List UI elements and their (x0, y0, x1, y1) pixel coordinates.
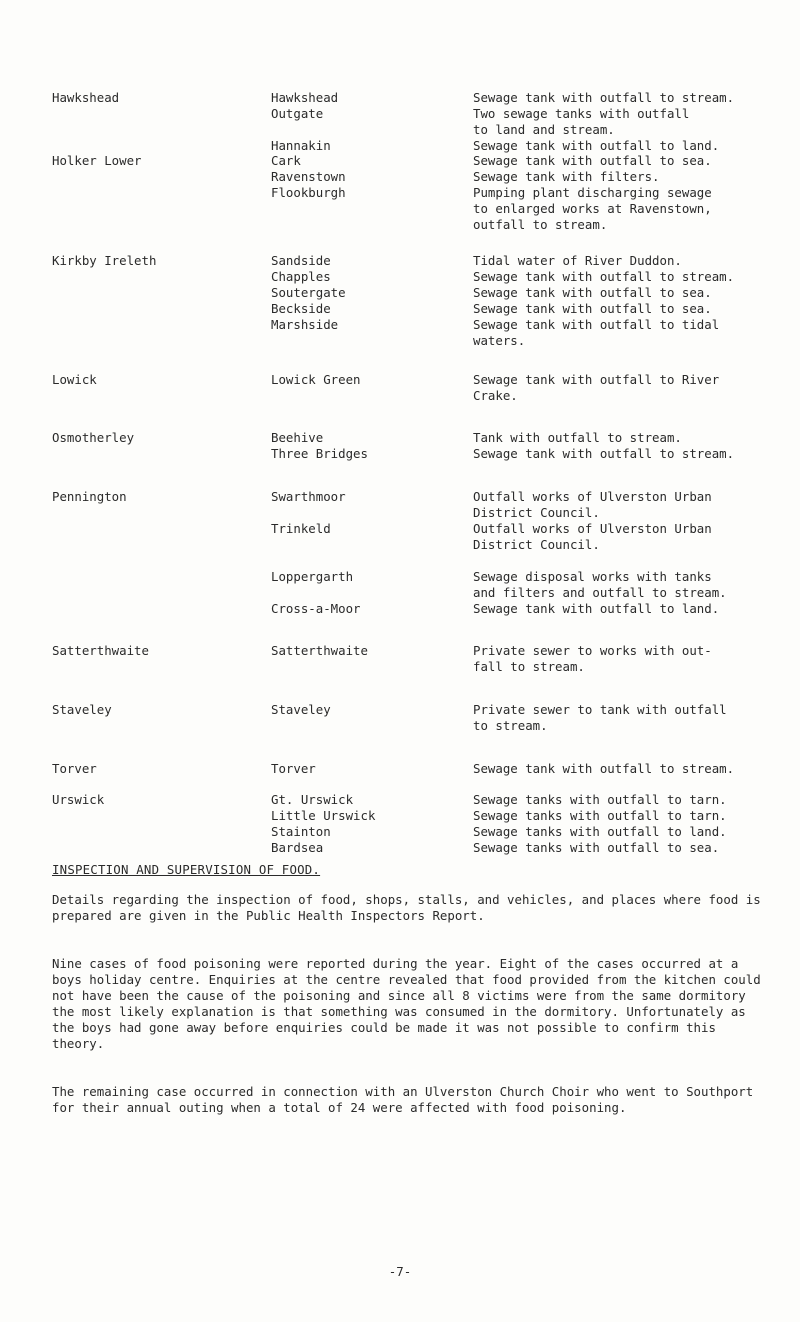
description-line: Sewage tank with outfall to sea. (473, 153, 712, 168)
parish-name: Lowick (52, 372, 97, 387)
description-line: Outfall works of Ulverston Urban (473, 489, 712, 504)
description-line: Sewage tank with outfall to tidal (473, 317, 720, 332)
place-list (271, 761, 316, 777)
place-list (271, 430, 368, 462)
parish-name: Torver (52, 761, 97, 776)
parish-name: Hawkshead (52, 90, 120, 105)
place-name: Loppergarth (271, 569, 354, 584)
page-number: -7- (388, 1264, 412, 1279)
description-line: to stream. (473, 718, 548, 733)
place-name (271, 201, 346, 217)
place-name (271, 537, 361, 553)
description-line: and filters and outfall to stream. (473, 585, 727, 600)
place-list (271, 792, 375, 856)
parish-name: Staveley (52, 702, 112, 717)
section-heading: INSPECTION AND SUPERVISION OF FOOD. (52, 862, 321, 877)
place-name: Trinkeld (271, 521, 331, 536)
place-name: Beckside (271, 301, 331, 316)
description-line: Two sewage tanks with outfall (473, 106, 690, 121)
description-line: outfall to stream. (473, 217, 608, 232)
description-line: Sewage tanks with outfall to tarn. (473, 808, 727, 823)
description-line: Sewage disposal works with tanks (473, 569, 712, 584)
place-list (271, 643, 368, 659)
description-line: Sewage tank with outfall to land. (473, 601, 720, 616)
description-list (473, 643, 798, 675)
parish-name: Urswick (52, 792, 105, 807)
description-line: Crake. (473, 388, 518, 403)
description-list (473, 792, 798, 856)
description-list (473, 253, 798, 349)
description-list (473, 702, 798, 734)
description-line: Sewage tank with outfall to stream. (473, 761, 735, 776)
description-line: Sewage tank with outfall to land. (473, 138, 720, 153)
place-name: Cross-a-Moor (271, 601, 361, 616)
description-list (473, 761, 798, 777)
place-name: Torver (271, 761, 316, 776)
parish-name: Satterthwaite (52, 643, 149, 658)
place-name: Soutergate (271, 285, 346, 300)
description-line: Sewage tank with outfall to stream. (473, 446, 735, 461)
place-name: Hawkshead (271, 90, 339, 105)
description-list (473, 489, 798, 617)
description-line: Sewage tank with outfall to sea. (473, 301, 712, 316)
description-line: to enlarged works at Ravenstown, (473, 201, 712, 216)
description-line: Tank with outfall to stream. (473, 430, 682, 445)
description-line: waters. (473, 333, 526, 348)
parish-name: Holker Lower (52, 153, 142, 168)
description-line: to land and stream. (473, 122, 615, 137)
place-list (271, 90, 338, 154)
paragraph: Details regarding the inspection of food, shops, stalls, and vehicles, and places where food is prepared are given in the Public Health Inspectors Report. (52, 892, 761, 923)
place-name: Beehive (271, 430, 324, 445)
place-name: Lowick Green (271, 372, 361, 387)
description-line: Sewage tank with outfall to sea. (473, 285, 712, 300)
place-name: Outgate (271, 106, 324, 121)
parish-name: Kirkby Ireleth (52, 253, 157, 268)
place-name: Hannakin (271, 138, 331, 153)
description-list (473, 430, 798, 462)
description-line: Sewage tanks with outfall to land. (473, 824, 727, 839)
place-name: Flookburgh (271, 185, 346, 200)
place-name: Swarthmoor (271, 489, 346, 504)
place-list (271, 702, 331, 718)
description-line (473, 553, 798, 569)
place-name: Three Bridges (271, 446, 368, 461)
place-name: Stainton (271, 824, 331, 839)
description-line: Pumping plant discharging sewage (473, 185, 712, 200)
description-line: Sewage tank with filters. (473, 169, 660, 184)
place-name (271, 505, 361, 521)
place-name: Marshside (271, 317, 339, 332)
place-name (271, 122, 338, 138)
place-name: Bardsea (271, 840, 324, 855)
parish-name: Pennington (52, 489, 127, 504)
place-name: Chapples (271, 269, 331, 284)
description-list (473, 372, 798, 404)
description-list (473, 90, 798, 154)
place-name: Ravenstown (271, 169, 346, 184)
place-list (271, 489, 361, 617)
paragraph: The remaining case occurred in connection with an Ulverston Church Choir who went to Southport for their annual outing when a total of 24 were affected with food poisoning. (52, 1084, 754, 1115)
description-line: Private sewer to works with out- (473, 643, 712, 658)
place-name (271, 553, 361, 569)
description-line: Private sewer to tank with outfall (473, 702, 727, 717)
description-line: Sewage tanks with outfall to sea. (473, 840, 720, 855)
place-list (271, 253, 346, 333)
description-line: Sewage tank with outfall to stream. (473, 90, 735, 105)
description-line: District Council. (473, 505, 600, 520)
parish-name: Osmotherley (52, 430, 135, 445)
description-line: Sewage tanks with outfall to tarn. (473, 792, 727, 807)
place-name: Little Urswick (271, 808, 376, 823)
place-name: Cark (271, 153, 301, 168)
place-list (271, 153, 346, 217)
description-line: Outfall works of Ulverston Urban (473, 521, 712, 536)
description-line: fall to stream. (473, 659, 585, 674)
place-name: Gt. Urswick (271, 792, 354, 807)
place-list (271, 372, 361, 388)
description-line: District Council. (473, 537, 600, 552)
description-line: Tidal water of River Duddon. (473, 253, 682, 268)
place-name (271, 585, 361, 601)
description-line: Sewage tank with outfall to River (473, 372, 720, 387)
place-name: Staveley (271, 702, 331, 717)
place-name: Satterthwaite (271, 643, 368, 658)
description-list (473, 153, 798, 233)
place-name: Sandside (271, 253, 331, 268)
description-line: Sewage tank with outfall to stream. (473, 269, 735, 284)
paragraph: Nine cases of food poisoning were reported during the year. Eight of the cases occurred at a boys holiday centre. Enquiries at the centre revealed that food provided from the kitchen could not have been the cause of the poisoning and since all 8 victims were from the same dormitory the most likely explanation is that something was consumed in the dormitory. Unfortunately as the boys had gone away before enquiries could be made it was not possible to confirm this theory. (52, 956, 761, 1051)
